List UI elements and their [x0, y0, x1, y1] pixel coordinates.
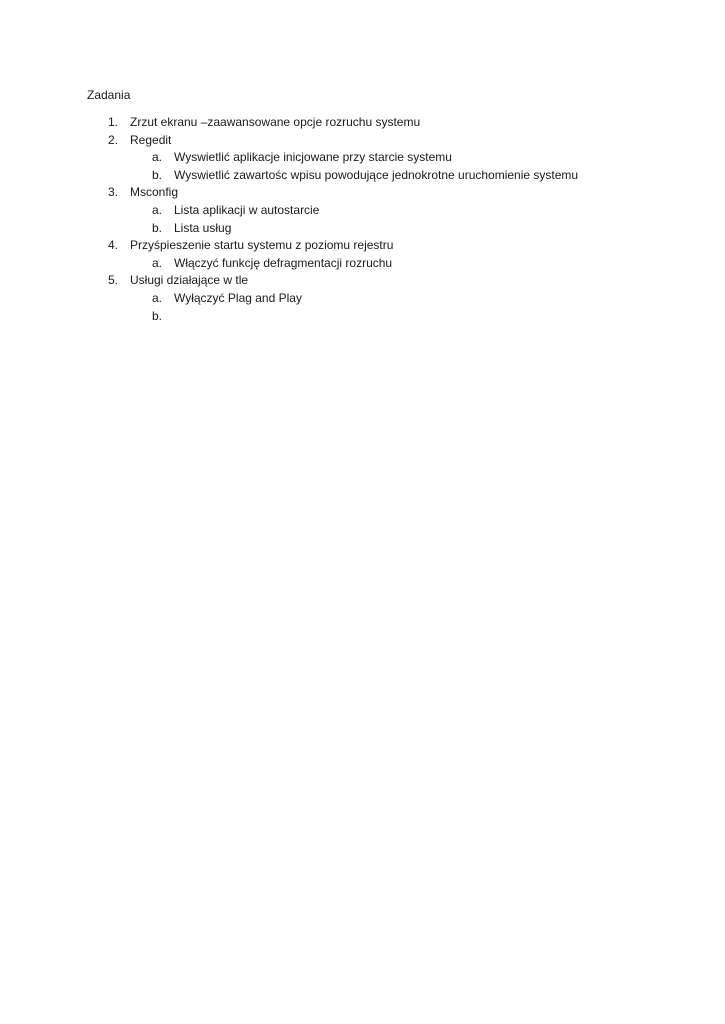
list-item-text: Przyśpieszenie startu systemu z poziomu rejestru	[130, 238, 394, 253]
list-item-text: Regedit	[130, 132, 172, 147]
list-item-text: Włączyć funkcję defragmentacji rozruchu	[174, 255, 393, 270]
list-marker: a.	[152, 255, 163, 270]
list-item-text: Wyswietlić zawartośc wpisu powodujące jednokrotne uruchomienie systemu	[174, 167, 579, 182]
list-marker: b.	[152, 220, 163, 235]
list-marker: 3.	[108, 185, 119, 200]
list-item-text: Usługi działające w tle	[130, 273, 249, 288]
list-marker: a.	[152, 202, 163, 217]
list-marker: 2.	[108, 132, 119, 147]
list-item-text: Zrzut ekranu –zaawansowane opcje rozruchu systemu	[130, 115, 421, 129]
list-subitem-4a	[0, 255, 725, 273]
list-item-2	[0, 132, 725, 150]
list-item-text: Wyswietlić aplikacje inicjowane przy starcie systemu	[174, 150, 452, 165]
list-marker: a.	[152, 290, 163, 305]
list-item-3	[0, 184, 725, 202]
list-item-text: Lista aplikacji w autostarcie	[174, 202, 320, 217]
task-list	[0, 114, 725, 325]
list-subitem-5a	[0, 290, 725, 308]
document-heading: Zadania	[87, 88, 131, 102]
list-subitem-2b	[0, 167, 725, 185]
list-marker: a.	[152, 150, 163, 165]
list-subitem-3a	[0, 202, 725, 220]
list-item-4	[0, 237, 725, 255]
list-marker: 4.	[108, 238, 119, 253]
list-subitem-2a	[0, 149, 725, 167]
list-marker: 1.	[108, 115, 119, 129]
list-item-text: Lista usług	[174, 220, 232, 235]
list-marker: b.	[152, 308, 163, 323]
list-item-5	[0, 272, 725, 290]
list-item-text: Msconfig	[130, 185, 179, 200]
list-marker: 5.	[108, 273, 119, 288]
list-item-text: Wyłączyć Plag and Play	[174, 290, 302, 305]
list-subitem-5b	[0, 308, 725, 326]
list-item-1	[0, 114, 725, 132]
list-marker: b.	[152, 167, 163, 182]
list-subitem-3b	[0, 220, 725, 238]
